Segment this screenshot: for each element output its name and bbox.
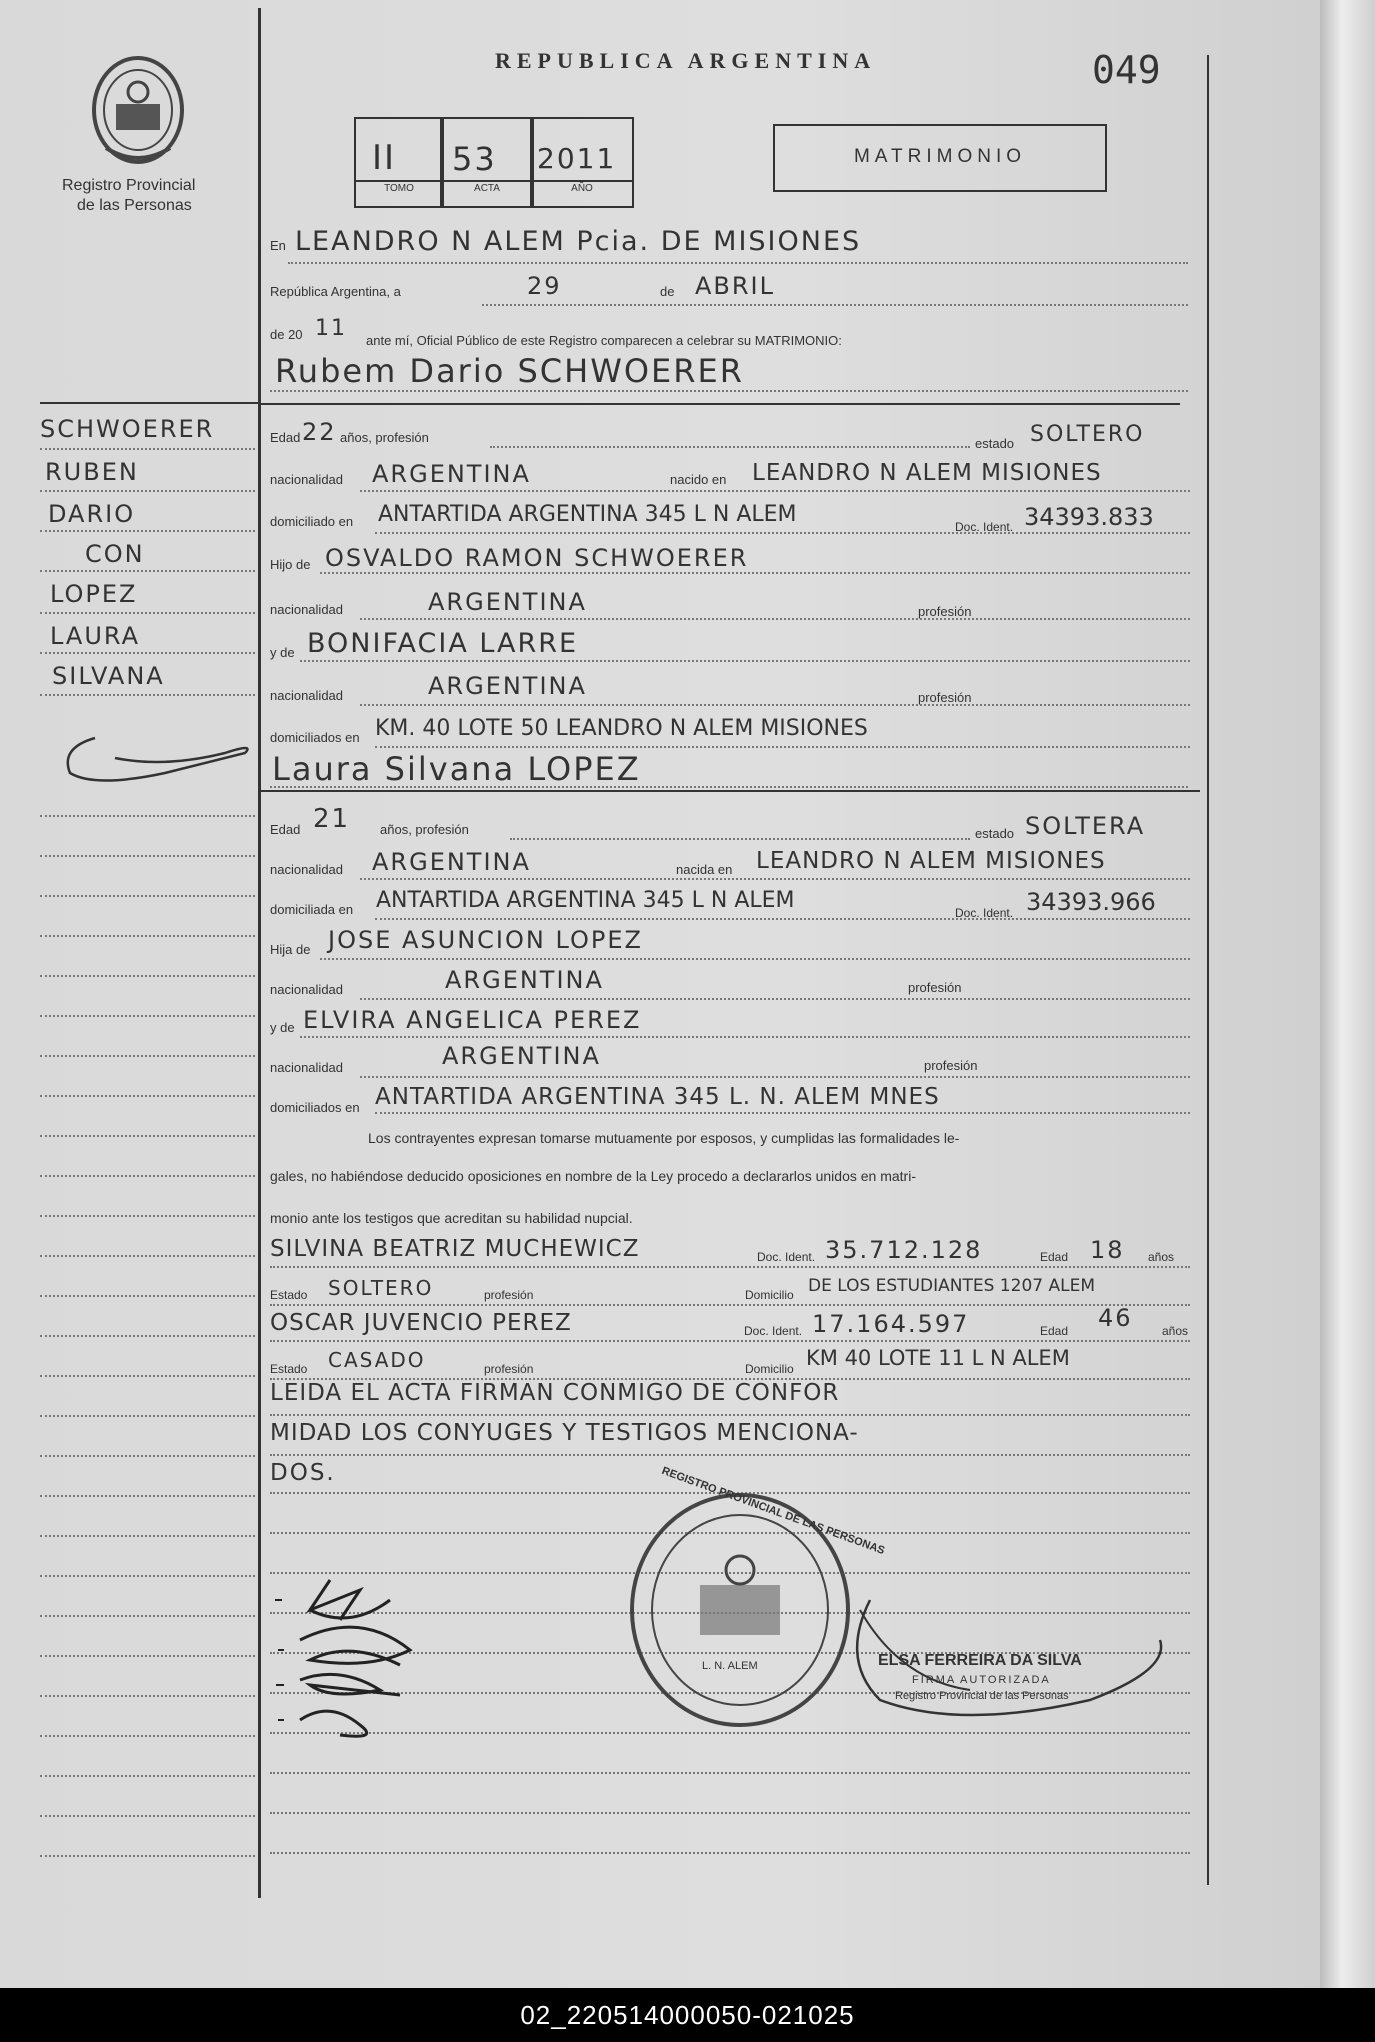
margin-dots: [40, 1175, 255, 1177]
date-month: ABRIL: [695, 272, 776, 300]
witness2-age: 46: [1098, 1304, 1133, 1332]
dots: [320, 958, 1190, 960]
bride-doc: 34393.966: [1026, 888, 1156, 916]
bride-nacida-en: LEANDRO N ALEM MISIONES: [756, 848, 1106, 874]
margin-dots: [40, 1375, 255, 1377]
groom-nacido-en: LEANDRO N ALEM MISIONES: [752, 460, 1102, 486]
groom-father-nac: ARGENTINA: [428, 588, 587, 616]
right-border: [1207, 55, 1209, 1885]
label-anos-profesion: años, profesión: [380, 822, 469, 837]
bride-parents-dom: ANTARTIDA ARGENTINA 345 L. N. ALEM MNES: [375, 1084, 940, 1110]
page-edge: [1320, 0, 1375, 1988]
label-profesion: profesión: [924, 1058, 978, 1073]
groom-doc: 34393.833: [1024, 503, 1154, 531]
margin-dots: [40, 490, 255, 492]
date-day: 29: [527, 272, 562, 300]
witness1-estado: SOLTERO: [328, 1276, 434, 1300]
dots: [270, 786, 1188, 788]
dots: [270, 1266, 1190, 1268]
witness1-doc: 35.712.128: [825, 1236, 983, 1264]
label-nacionalidad: nacionalidad: [270, 472, 344, 487]
dots: [270, 1852, 1190, 1854]
declaration-line1: Los contrayentes expresan tomarse mutuamente por esposos, y cumplidas las formalidades le-: [368, 1130, 960, 1146]
dots: [490, 446, 970, 448]
boxes-caption-rule: [354, 180, 632, 182]
bride-mother-nac: ARGENTINA: [442, 1042, 601, 1070]
closing-line2: MIDAD LOS CONYUGES Y TESTIGOS MENCIONA-: [270, 1420, 859, 1446]
label-profesion: profesión: [484, 1288, 534, 1302]
act-type: MATRIMONIO: [853, 146, 1027, 167]
groom-mother: BONIFACIA LARRE: [307, 628, 579, 659]
bride-father-nac: ARGENTINA: [445, 966, 604, 994]
margin-surname-bride: LOPEZ: [50, 580, 138, 608]
label-edad: Edad: [1040, 1324, 1069, 1338]
label-estado: estado: [975, 436, 1015, 451]
dots: [320, 572, 1190, 574]
margin-dots: [40, 935, 255, 937]
margin-dots: [40, 1775, 255, 1777]
date-year-suffix: 11: [315, 316, 347, 341]
margin-dots: [40, 1095, 255, 1097]
witness1-domicilio: DE LOS ESTUDIANTES 1207 ALEM: [808, 1276, 1095, 1296]
dots: [510, 838, 970, 840]
label-profesion: profesión: [908, 980, 962, 995]
label-nacionalidad: nacionalidad: [270, 602, 344, 617]
dots: [360, 878, 1190, 880]
margin-name-groom-2: DARIO: [48, 500, 136, 528]
label-domiciliados-en: domiciliados en: [270, 730, 360, 745]
margin-dots: [40, 1415, 255, 1417]
label-domicilio: Domicilio: [745, 1288, 794, 1302]
dots: [360, 1076, 1190, 1078]
margin-flourish: [55, 728, 255, 788]
margin-dots: [40, 652, 255, 654]
dots: [375, 532, 1190, 534]
margin-dots: [40, 1815, 255, 1817]
dots: [300, 660, 1190, 662]
stamp-inner-text: L. N. ALEM: [702, 1660, 758, 1672]
witness2-doc: 17.164.597: [812, 1310, 970, 1338]
declaration-line2: gales, no habiéndose deducido oposiciones en nombre de la Ley procedo a declararlos unidos en matri-: [270, 1168, 916, 1184]
margin-dots: [40, 448, 255, 450]
label-estado-cap: Estado: [270, 1362, 308, 1376]
margin-dots: [40, 1015, 255, 1017]
margin-dots: [40, 1135, 255, 1137]
label-doc-ident: Doc. Ident.: [955, 520, 1014, 534]
witness2-estado: CASADO: [328, 1348, 426, 1372]
closing-line1: LEIDA EL ACTA FIRMAN CONMIGO DE CONFOR: [270, 1380, 840, 1406]
witness1-name: SILVINA BEATRIZ MUCHEWICZ: [270, 1236, 640, 1262]
label-estado-cap: Estado: [270, 1288, 308, 1302]
margin-dots: [40, 895, 255, 897]
label-hija-de: Hija de: [270, 942, 311, 957]
bride-full-name: Laura Silvana LOPEZ: [272, 750, 641, 788]
official-role: FIRMA AUTORIZADA: [912, 1674, 1051, 1686]
label-profesion: profesión: [484, 1362, 534, 1376]
margin-dots: [40, 570, 255, 572]
label-republica: República Argentina, a: [270, 284, 401, 299]
signatures-scribble: [270, 1570, 430, 1750]
label-anos-profesion: años, profesión: [340, 430, 429, 445]
label-ante-mi: ante mí, Oficial Público de este Registro comparecen a celebrar su MATRIMONIO:: [366, 333, 842, 348]
margin-dots: [40, 1055, 255, 1057]
ano-value: 2011: [537, 142, 617, 175]
groom-parents-dom: KM. 40 LOTE 50 LEANDRO N ALEM MISIONES: [375, 716, 868, 741]
closing-line3: DOS.: [270, 1460, 336, 1486]
label-domiciliada-en: domiciliada en: [270, 902, 354, 917]
dots: [270, 1812, 1190, 1814]
declaration-line3: monio ante los testigos que acreditan su habilidad nupcial.: [270, 1210, 633, 1226]
label-anos: años: [1148, 1250, 1175, 1264]
bride-mother: ELVIRA ANGELICA PEREZ: [303, 1006, 642, 1034]
tomo-label: TOMO: [384, 183, 414, 194]
label-edad: Edad: [270, 822, 301, 837]
margin-dots: [40, 694, 255, 696]
dots: [360, 490, 1190, 492]
margin-dots: [40, 1735, 255, 1737]
margin-dots: [40, 1855, 255, 1857]
label-de: de: [660, 284, 675, 299]
bride-nacionalidad: ARGENTINA: [372, 848, 531, 876]
margin-dots: [40, 815, 255, 817]
margin-name-groom-1: RUBEN: [45, 458, 139, 486]
witness1-age: 18: [1090, 1236, 1125, 1264]
margin-dots: [40, 1575, 255, 1577]
margin-dots: [40, 1695, 255, 1697]
margin-dots: [40, 1255, 255, 1257]
label-en: En: [270, 238, 286, 253]
dots: [270, 1414, 1190, 1416]
label-de-20: de 20: [270, 327, 303, 342]
dots: [300, 1036, 1190, 1038]
dots: [375, 746, 1190, 748]
tomo-box: [354, 117, 444, 208]
stamp-outer-text: REGISTRO PROVINCIAL DE LAS PERSONAS: [660, 1464, 887, 1558]
dots: [270, 1772, 1190, 1774]
groom-estado: SOLTERO: [1030, 422, 1145, 447]
margin-dots: [40, 1535, 255, 1537]
label-domiciliado-en: domiciliado en: [270, 514, 354, 529]
ano-label: AÑO: [571, 183, 593, 194]
margin-divider: [258, 8, 261, 1898]
official-name: ELSA FERREIRA DA SILVA: [878, 1652, 1082, 1669]
page-number: 049: [1092, 48, 1161, 92]
label-doc-ident: Doc. Ident.: [744, 1324, 803, 1338]
label-profesion: profesión: [918, 604, 972, 619]
label-edad: Edad: [1040, 1250, 1069, 1264]
groom-section-top-rule: [260, 403, 1180, 405]
label-domiciliados-en: domiciliados en: [270, 1100, 360, 1115]
margin-surname-groom: SCHWOERER: [40, 415, 215, 443]
margin-con: CON: [85, 540, 145, 568]
groom-full-name: Rubem Dario SCHWOERER: [275, 352, 744, 390]
dots: [270, 1454, 1190, 1456]
label-anos: años: [1162, 1324, 1189, 1338]
margin-dots: [40, 530, 255, 532]
place-city: LEANDRO N ALEM Pcia. DE MISIONES: [295, 226, 862, 257]
label-y-de: y de: [270, 645, 295, 660]
bride-estado: SOLTERA: [1025, 812, 1146, 840]
image-id-footer: 02_220514000050-021025: [0, 1988, 1375, 2042]
label-doc-ident: Doc. Ident.: [757, 1250, 816, 1264]
label-nacionalidad: nacionalidad: [270, 982, 344, 997]
dots-place: [288, 262, 1188, 264]
groom-father: OSVALDO RAMON SCHWOERER: [325, 544, 749, 572]
dots: [375, 918, 1190, 920]
margin-name-bride-2: SILVANA: [52, 662, 165, 690]
bride-father: JOSE ASUNCION LOPEZ: [328, 926, 643, 954]
country-title: REPUBLICA ARGENTINA: [495, 48, 877, 73]
label-nacionalidad: nacionalidad: [270, 1060, 344, 1075]
label-estado: estado: [975, 826, 1015, 841]
label-domicilio: Domicilio: [745, 1362, 794, 1376]
acta-label: ACTA: [474, 183, 500, 194]
dots: [375, 1112, 1190, 1114]
bride-domicilio: ANTARTIDA ARGENTINA 345 L N ALEM: [376, 888, 795, 913]
margin-dots: [40, 1455, 255, 1457]
official-office: Registro Provincial de las Personas: [895, 1690, 1069, 1702]
dots-groom-name: [270, 390, 1188, 392]
margin-dots: [40, 1615, 255, 1617]
label-doc-ident: Doc. Ident.: [955, 906, 1014, 920]
margin-dots: [40, 1215, 255, 1217]
acta-value: 53: [452, 140, 497, 178]
margin-dots: [40, 1655, 255, 1657]
province-coat-of-arms-icon: [86, 48, 190, 168]
dots: [270, 1304, 1190, 1306]
label-edad: Edad: [270, 430, 301, 445]
registry-name-line2: de las Personas: [77, 197, 192, 214]
groom-nacionalidad: ARGENTINA: [372, 460, 531, 488]
label-nacida-en: nacida en: [676, 862, 733, 877]
margin-dots: [40, 1335, 255, 1337]
label-nacido-en: nacido en: [670, 472, 727, 487]
left-margin-top-rule: [40, 402, 258, 404]
groom-age: 22: [302, 418, 337, 446]
bride-section-top-rule: [260, 790, 1200, 792]
groom-mother-nac: ARGENTINA: [428, 672, 587, 700]
groom-domicilio: ANTARTIDA ARGENTINA 345 L N ALEM: [378, 502, 797, 527]
margin-name-bride-1: LAURA: [50, 622, 141, 650]
dots: [360, 998, 1190, 1000]
witness2-domicilio: KM 40 LOTE 11 L N ALEM: [806, 1346, 1070, 1370]
label-nacionalidad: nacionalidad: [270, 862, 344, 877]
dots: [360, 704, 1190, 706]
dots: [360, 618, 1190, 620]
label-profesion: profesión: [918, 690, 972, 705]
margin-dots: [40, 975, 255, 977]
margin-dots: [40, 855, 255, 857]
tomo-value: II: [372, 138, 397, 178]
margin-dots: [40, 612, 255, 614]
dots: [270, 1340, 1190, 1342]
registry-name-line1: Registro Provincial: [62, 177, 196, 194]
dots-date: [482, 304, 1188, 306]
label-y-de: y de: [270, 1020, 295, 1035]
margin-dots: [40, 1295, 255, 1297]
bride-age: 21: [313, 804, 351, 834]
label-nacionalidad: nacionalidad: [270, 688, 344, 703]
margin-dots: [40, 1495, 255, 1497]
label-hijo-de: Hijo de: [270, 557, 311, 572]
witness2-name: OSCAR JUVENCIO PEREZ: [270, 1310, 572, 1336]
